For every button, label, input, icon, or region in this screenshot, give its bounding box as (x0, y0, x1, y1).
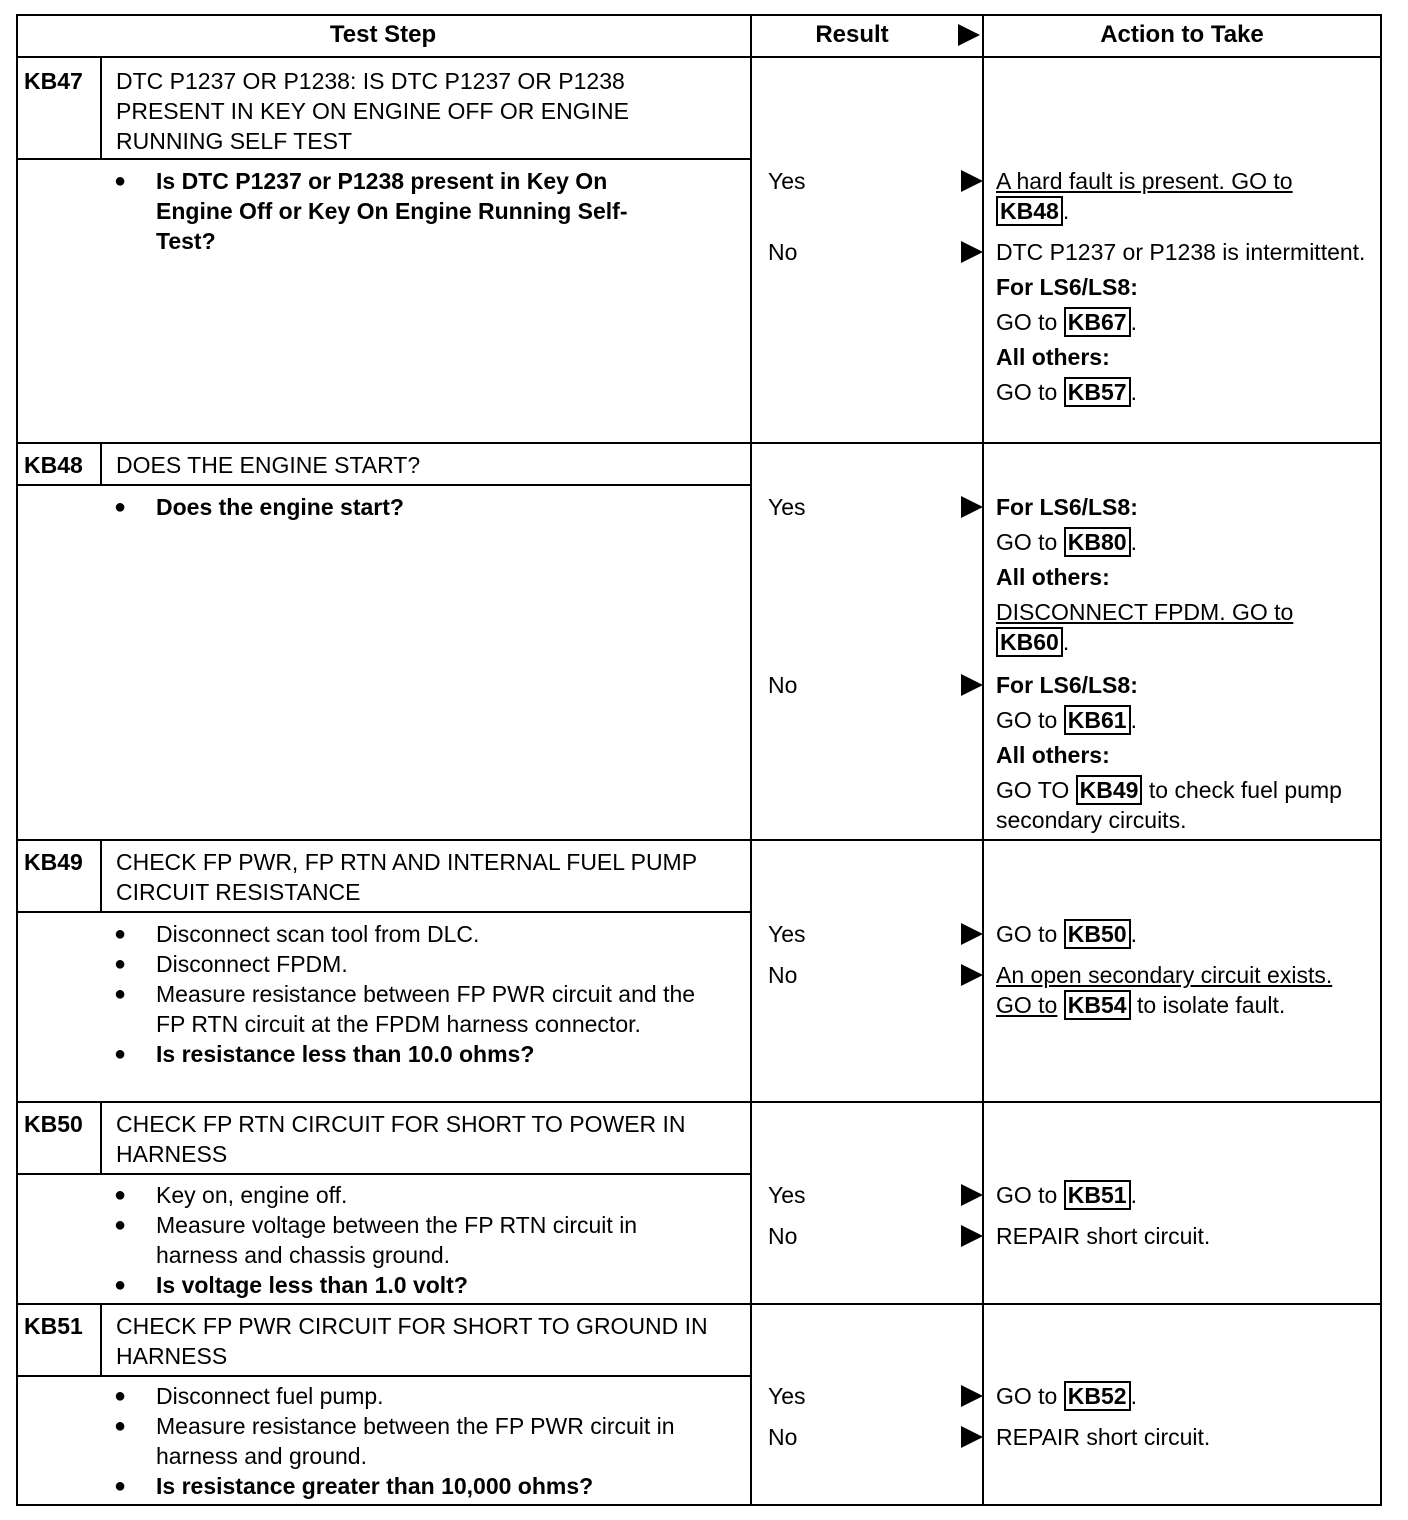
kb49-row-divider (16, 1101, 1382, 1103)
kb47-no-go2: GO to (996, 379, 1058, 405)
kb50-yes-label: Yes (768, 1182, 806, 1208)
kb47-yes-text: A hard fault is present. GO to (996, 168, 1293, 194)
arrow-right-icon (961, 1385, 983, 1407)
kb48-steps (112, 492, 672, 522)
kb47-row-divider (16, 442, 1382, 444)
kb48-code: KB48 (24, 452, 83, 478)
kb51-code-divider (100, 1303, 102, 1375)
arrow-right-icon (961, 1184, 983, 1206)
kb50-action-yes: GO to KB51 . (996, 1182, 1137, 1208)
header-action: Action to Take (1100, 21, 1264, 48)
kb47-question: ● Is DTC P1237 or P1238 present in Key On Engine Off or Key On Engine Running Self-Test? (112, 166, 672, 256)
kb47-code: KB47 (24, 68, 83, 94)
kb47-no-text: DTC P1237 or P1238 is intermittent. (996, 239, 1366, 265)
kb49-yes-label: Yes (768, 921, 806, 947)
header-result-arrow-icon (958, 24, 980, 46)
table-right-border (1380, 14, 1382, 1506)
kb50-title: CHECK FP RTN CIRCUIT FOR SHORT TO POWER IN HARNESS (116, 1111, 686, 1167)
kb48-question: ● Does the engine start? (112, 492, 672, 522)
kb49-action-no (996, 960, 1371, 1025)
kb51-title-divider (16, 1375, 752, 1377)
kb50-row-divider (16, 1303, 1382, 1305)
kb51-steps (112, 1381, 712, 1501)
kb48-action-yes: For LS6/LS8: GO to KB80 . All others: DISCONNECT FPDM. GO to KB60 . (996, 492, 1371, 662)
kb50-question: ● Is voltage less than 1.0 volt? (112, 1270, 712, 1300)
kb48-title: DOES THE ENGINE START? (116, 452, 421, 478)
kb49-no-label: No (768, 962, 798, 988)
kb49-action-yes: GO to KB50 . (996, 921, 1137, 947)
kb50-no-label: No (768, 1223, 798, 1249)
column-divider-action (982, 14, 984, 1506)
kb47-ref-kb48[interactable]: KB48 (996, 196, 1063, 226)
kb48-action-no: For LS6/LS8: GO to KB61 . All others: GO TO KB49 to check fuel pump secondary circuits. (996, 670, 1371, 840)
kb48-ref-kb80[interactable]: KB80 (1064, 527, 1131, 557)
kb48-no-all-label: All others: (996, 742, 1110, 768)
kb49-ref-kb54[interactable]: KB54 (1064, 990, 1131, 1020)
kb51-action-no (996, 1422, 1371, 1457)
kb47-no-all-label: All others: (996, 344, 1110, 370)
kb51-yes-label: Yes (768, 1383, 806, 1409)
arrow-right-icon (961, 964, 983, 986)
kb48-yes-ls-label: For LS6/LS8: (996, 494, 1138, 520)
kb51-title: CHECK FP PWR CIRCUIT FOR SHORT TO GROUND IN HARNESS (116, 1313, 708, 1369)
kb49-code: KB49 (24, 849, 83, 875)
kb48-code-divider (100, 442, 102, 484)
kb50-action-no (996, 1221, 1371, 1256)
kb50-code: KB50 (24, 1111, 83, 1137)
kb47-ref-kb67[interactable]: KB67 (1064, 307, 1131, 337)
kb51-step-1: ● Disconnect fuel pump. (112, 1381, 712, 1411)
arrow-right-icon (961, 1225, 983, 1247)
kb50-ref-kb51[interactable]: KB51 (1064, 1180, 1131, 1210)
header-result: Result (815, 21, 889, 48)
kb50-step-1: ● Key on, engine off. (112, 1180, 712, 1210)
kb48-ref-kb60[interactable]: KB60 (996, 627, 1063, 657)
arrow-right-icon (961, 170, 983, 192)
arrow-right-icon (961, 674, 983, 696)
kb51-yes-go: GO to (996, 1383, 1058, 1409)
table-bottom-border (16, 1504, 1382, 1506)
kb49-ref-kb50[interactable]: KB50 (1064, 919, 1131, 949)
kb47-action-no: DTC P1237 or P1238 is intermittent. For LS6/LS8: GO to KB67 . All others: GO to KB57 . (996, 237, 1371, 412)
kb47-steps (112, 166, 672, 256)
kb48-ref-kb61[interactable]: KB61 (1064, 705, 1131, 735)
kb49-question: ● Is resistance less than 10.0 ohms? (112, 1039, 712, 1069)
kb47-no-ls-label: For LS6/LS8: (996, 274, 1138, 300)
kb50-no-text: REPAIR short circuit. (996, 1223, 1211, 1249)
kb49-step-1: ● Disconnect scan tool from DLC. (112, 919, 712, 949)
kb50-code-divider (100, 1101, 102, 1173)
kb50-step-2: ● Measure voltage between the FP RTN circuit in harness and chassis ground. (112, 1210, 712, 1270)
kb48-no-tail: to check fuel pump secondary circuits. (996, 777, 1342, 833)
kb49-step-2: ● Disconnect FPDM. (112, 949, 712, 979)
kb49-yes-go: GO to (996, 921, 1058, 947)
kb48-yes-disconnect: DISCONNECT FPDM. GO to (996, 599, 1294, 625)
kb48-no-ls-label: For LS6/LS8: (996, 672, 1138, 698)
kb47-code-divider (100, 56, 102, 158)
arrow-right-icon (961, 241, 983, 263)
kb50-title-divider (16, 1173, 752, 1175)
kb48-yes-go1: GO to (996, 529, 1058, 555)
kb49-no-text: An open secondary circuit exists. GO to (996, 962, 1333, 1018)
kb51-ref-kb52[interactable]: KB52 (1064, 1381, 1131, 1411)
arrow-right-icon (961, 923, 983, 945)
kb47-no-label: No (768, 239, 798, 265)
kb51-action-yes: GO to KB52 . (996, 1383, 1137, 1409)
kb51-step-2: ● Measure resistance between the FP PWR circuit in harness and ground. (112, 1411, 712, 1471)
kb50-yes-go: GO to (996, 1182, 1058, 1208)
diagnostic-table (16, 14, 1382, 1506)
arrow-right-icon (961, 1426, 983, 1448)
kb48-no-go1: GO to (996, 707, 1058, 733)
kb47-action-yes: A hard fault is present. GO to KB48 . (996, 168, 1293, 224)
kb51-no-text: REPAIR short circuit. (996, 1424, 1211, 1450)
kb47-title-divider (16, 158, 752, 160)
kb51-code: KB51 (24, 1313, 83, 1339)
header-divider (16, 56, 1382, 58)
kb48-title-divider (16, 484, 752, 486)
kb49-steps (112, 919, 712, 1069)
kb51-question: ● Is resistance greater than 10,000 ohms? (112, 1471, 712, 1501)
kb49-no-tail: to isolate fault. (1136, 992, 1286, 1018)
kb49-title: CHECK FP PWR, FP RTN AND INTERNAL FUEL PUMP CIRCUIT RESISTANCE (116, 849, 697, 905)
header-test-step: Test Step (329, 21, 437, 48)
kb48-ref-kb49[interactable]: KB49 (1076, 775, 1143, 805)
kb48-row-divider (16, 839, 1382, 841)
kb49-code-divider (100, 839, 102, 911)
arrow-right-icon (961, 496, 983, 518)
kb48-no-label: No (768, 672, 798, 698)
kb51-no-label: No (768, 1424, 798, 1450)
kb48-yes-all-label: All others: (996, 564, 1110, 590)
kb47-no-go1: GO to (996, 309, 1058, 335)
kb47-title: DTC P1237 OR P1238: IS DTC P1237 OR P1238 PRESENT IN KEY ON ENGINE OFF OR ENGINE RUNNING SELF TEST (116, 68, 629, 154)
kb48-no-go2: GO TO (996, 777, 1070, 803)
kb48-yes-label: Yes (768, 494, 806, 520)
kb49-step-3: ● Measure resistance between FP PWR circuit and the FP RTN circuit at the FPDM harness connector. (112, 979, 712, 1039)
table-left-border (16, 14, 18, 1506)
kb50-steps (112, 1180, 712, 1300)
column-divider-result (750, 14, 752, 1506)
kb49-title-divider (16, 911, 752, 913)
kb47-yes-label: Yes (768, 168, 806, 194)
kb47-ref-kb57[interactable]: KB57 (1064, 377, 1131, 407)
